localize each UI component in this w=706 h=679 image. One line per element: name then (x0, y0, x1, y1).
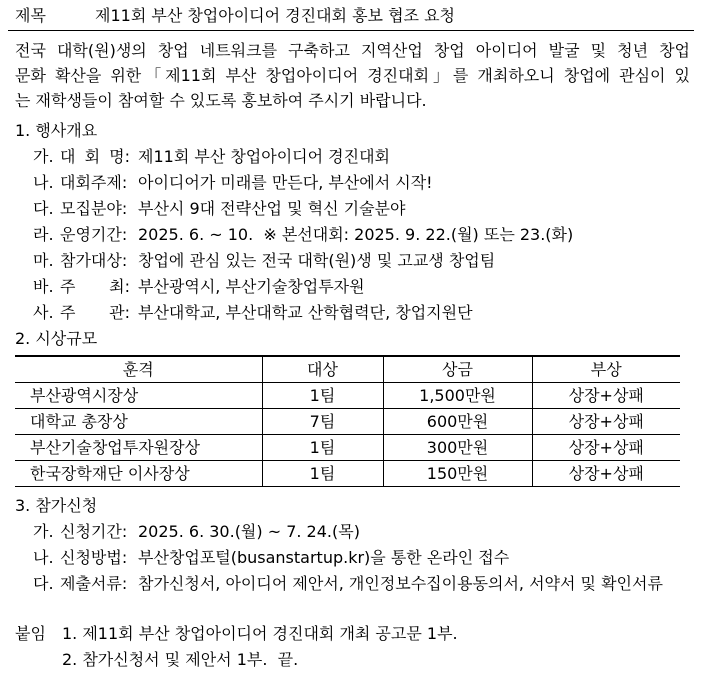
table-header-cell: 훈격 (15, 356, 262, 383)
item-marker: 라. (33, 225, 54, 244)
outline-item (15, 545, 695, 571)
item-key: 대 회 명: (60, 147, 130, 166)
item-marker: 마. (33, 251, 54, 270)
item-value: 참가신청서, 아이디어 제안서, 개인정보수집이용동의서, 서약서 및 확인서류 (138, 574, 663, 593)
table-cell: 1팀 (262, 435, 383, 461)
intro-paragraph (15, 38, 690, 113)
table-header-cell: 대상 (262, 356, 383, 383)
table-cell: 상장+상패 (532, 409, 680, 435)
item-value: 부산광역시, 부산기술창업투자원 (138, 277, 365, 296)
item-value: 창업에 관심 있는 전국 대학(원)생 및 고교생 창업팀 (138, 251, 496, 270)
table-cell: 1팀 (262, 383, 383, 409)
outline-item (15, 519, 695, 545)
table-header-cell: 상금 (383, 356, 532, 383)
table-cell: 600만원 (383, 409, 532, 435)
document-title: 제11회 부산 창업아이디어 경진대회 홍보 협조 요청 (95, 6, 455, 25)
item-key: 대회주제: (60, 173, 128, 192)
table-row (15, 461, 680, 487)
attachment-item: 1. 제11회 부산 창업아이디어 경진대회 개최 공고문 1부. (62, 624, 458, 643)
section-event-overview (15, 118, 695, 326)
item-value: 2025. 6. 30.(월) ~ 7. 24.(목) (138, 522, 360, 541)
item-marker: 가. (33, 522, 54, 541)
item-value: 제11회 부산 창업아이디어 경진대회 (138, 147, 391, 166)
outline-item (15, 222, 695, 248)
title-label: 제목 (15, 6, 46, 25)
attachments-label: 붙임 (15, 624, 46, 643)
item-key: 신청방법: (60, 548, 128, 567)
table-cell: 대학교 총장상 (15, 409, 262, 435)
section-heading: 3. 참가신청 (15, 496, 98, 515)
item-marker: 사. (33, 303, 54, 322)
table-cell: 150만원 (383, 461, 532, 487)
item-marker: 가. (33, 147, 54, 166)
item-key: 신청기간: (60, 522, 128, 541)
item-key: 참가대상: (60, 251, 128, 270)
table-cell: 한국장학재단 이사장상 (15, 461, 262, 487)
item-key: 모집분야: (60, 199, 128, 218)
table-row (15, 383, 680, 409)
outline-item (15, 170, 695, 196)
awards-table (15, 355, 680, 487)
outline-item (15, 248, 695, 274)
section-heading: 1. 행사개요 (15, 121, 98, 140)
item-marker: 나. (33, 173, 54, 192)
table-cell: 상장+상패 (532, 461, 680, 487)
table-header-cell: 부상 (532, 356, 680, 383)
title-row (15, 4, 455, 28)
item-marker: 다. (33, 574, 54, 593)
section-heading: 2. 시상규모 (15, 329, 98, 348)
item-key: 제출서류: (60, 574, 128, 593)
intro-line: 문화 확산을 위한「제11회 부산 창업아이디어 경진대회」를 개최하오니 창업에 관심이 있 (15, 66, 690, 85)
outline-item (15, 274, 695, 300)
table-cell: 1팀 (262, 461, 383, 487)
item-key: 주 관: (60, 303, 130, 322)
section-awards (15, 326, 695, 352)
intro-line: 전국 대학(원)생의 창업 네트워크를 구축하고 지역산업 창업 아이디어 발굴 및 청년 창업 (15, 41, 690, 60)
outline-item (15, 196, 695, 222)
item-value: 부산창업포털(busanstartup.kr)을 통한 온라인 접수 (138, 548, 510, 567)
table-cell: 1,500만원 (383, 383, 532, 409)
item-key: 운영기간: (60, 225, 128, 244)
outline-item (15, 300, 695, 326)
table-cell: 7팀 (262, 409, 383, 435)
item-value: 부산대학교, 부산대학교 산학협력단, 창업지원단 (138, 303, 473, 322)
table-cell: 부산광역시장상 (15, 383, 262, 409)
attachment-item: 2. 참가신청서 및 제안서 1부. 끝. (62, 650, 299, 669)
item-marker: 바. (33, 277, 54, 296)
item-value: 부산시 9대 전략산업 및 혁신 기술분야 (138, 199, 406, 218)
table-cell: 300만원 (383, 435, 532, 461)
section-application (15, 493, 695, 597)
outline-item (15, 144, 695, 170)
table-cell: 부산기술창업투자원장상 (15, 435, 262, 461)
item-marker: 나. (33, 548, 54, 567)
table-cell: 상장+상패 (532, 435, 680, 461)
table-row (15, 409, 680, 435)
intro-line: 는 재학생들이 참여할 수 있도록 홍보하여 주시기 바랍니다. (15, 91, 427, 110)
item-key: 주 최: (60, 277, 130, 296)
table-cell: 상장+상패 (532, 383, 680, 409)
table-row (15, 435, 680, 461)
item-value: 아이디어가 미래를 만든다, 부산에서 시작! (138, 173, 433, 192)
outline-item (15, 571, 695, 597)
title-divider (8, 30, 694, 31)
attachments-list (62, 621, 458, 673)
item-marker: 다. (33, 199, 54, 218)
item-value: 2025. 6. ~ 10. ※ 본선대회: 2025. 9. 22.(월) 또는 23.(화) (138, 225, 574, 244)
table-header-row (15, 356, 680, 383)
